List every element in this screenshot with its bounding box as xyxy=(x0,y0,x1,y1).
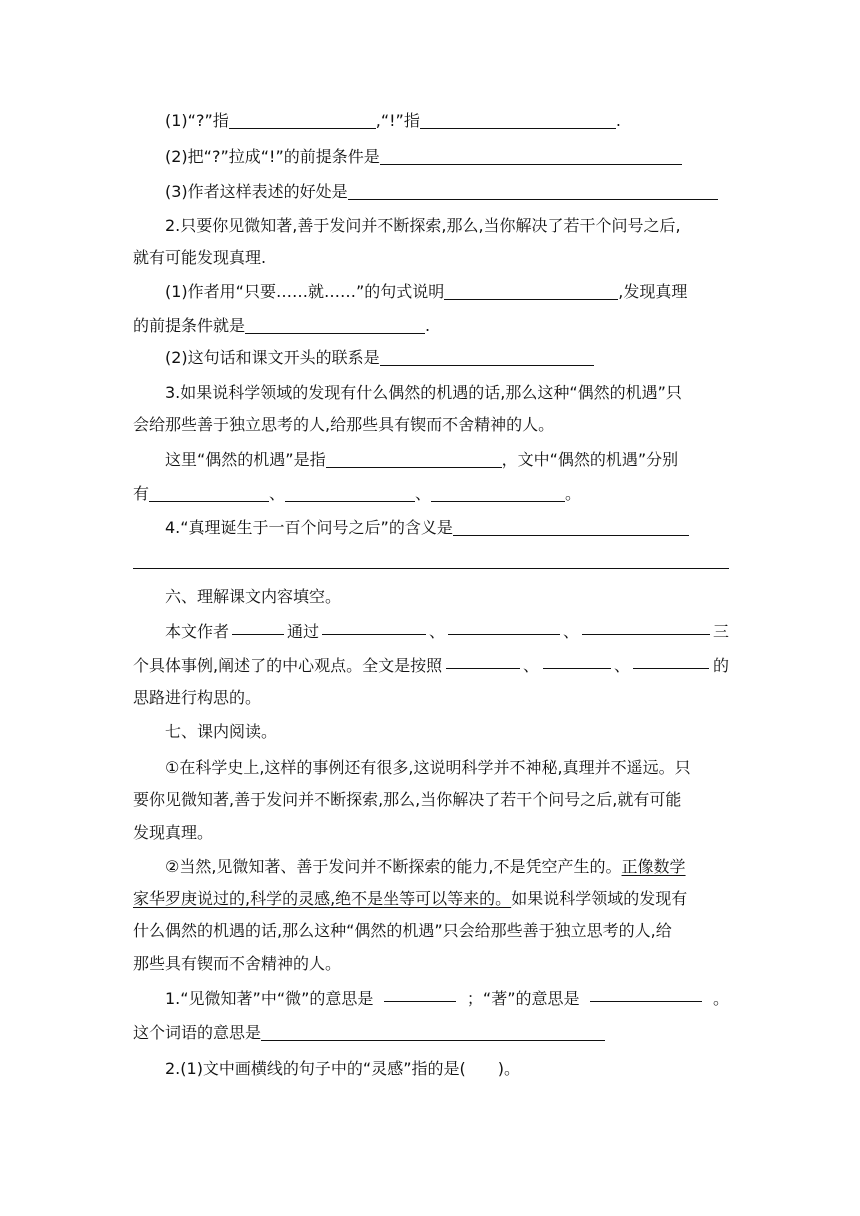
q7-para2-text: ②当然,见微知著、善于发问并不断探索的能力,不是凭空产生的。 xyxy=(165,857,622,876)
q6-line1 xyxy=(133,614,729,650)
q5-sub3-text: (3)作者这样表述的好处是 xyxy=(165,182,348,201)
q6-line3: 思路进行构思的。 xyxy=(133,688,262,707)
q7-para2-line3: 什么偶然的机遇的话,那么这种“偶然的机遇”只会给那些善于独立思考的人,给 xyxy=(133,921,672,940)
answer-blank[interactable] xyxy=(446,648,520,669)
q6-line2 xyxy=(133,648,729,684)
q7-item1-line2 xyxy=(133,1015,729,1051)
q7-heading: 七、课内阅读。 xyxy=(165,722,278,741)
answer-blank[interactable] xyxy=(543,648,611,669)
q6-text-e: 三 xyxy=(712,622,729,641)
answer-blank[interactable] xyxy=(431,481,565,502)
q5-item2-sub1-text-b: ,发现真理 xyxy=(618,282,688,301)
q7-para1-line2: 要你见微知著,善于发问并不断探索,那么,当你解决了若干个问号之后,就有可能 xyxy=(133,790,682,809)
q5-item4-text: 4.“真理诞生于一百个问号之后”的含义是 xyxy=(165,518,453,537)
q5-item3-text-a: 这里“偶然的机遇”是指 xyxy=(165,450,326,469)
answer-blank[interactable] xyxy=(149,481,269,502)
answer-blank[interactable] xyxy=(380,345,594,366)
q7-item2-line: 2.(1)文中画横线的句子中的“灵感”指的是( )。 xyxy=(165,1059,520,1078)
answer-blank[interactable] xyxy=(582,614,710,635)
q7-item1-line1 xyxy=(133,981,729,1017)
answer-blank[interactable] xyxy=(633,648,709,669)
underlined-sentence: 家华罗庚说过的,科学的灵感,绝不是坐等可以等来的。 xyxy=(133,889,512,908)
q5-item2-sub1-line2 xyxy=(133,308,729,344)
q6-text-g: 的 xyxy=(712,656,729,675)
q6-sep: 、 xyxy=(523,656,540,675)
answer-blank[interactable] xyxy=(590,981,702,1002)
q5-sub2-text: (2)把“?”拉成“!”的前提条件是 xyxy=(165,147,380,166)
underlined-sentence: 正像数学 xyxy=(621,857,686,876)
answer-blank[interactable] xyxy=(380,144,682,165)
q5-sub2-line xyxy=(133,139,729,175)
answer-blank[interactable] xyxy=(384,981,456,1002)
q6-sep: 、 xyxy=(613,656,630,675)
answer-blank[interactable] xyxy=(348,179,718,200)
q5-item2-sub1-text-a: (1)作者用“只要……就……”的句式说明 xyxy=(165,282,445,301)
answer-blank[interactable] xyxy=(444,279,618,300)
q7-item1-text-a: 1.“见微知著”中“微”的意思是 xyxy=(165,989,374,1008)
answer-blank[interactable] xyxy=(453,515,689,536)
q5-item3-line2: 会给那些善于独立思考的人,给那些具有锲而不舍精神的人。 xyxy=(133,415,555,434)
q5-sub3-line xyxy=(133,174,729,210)
q7-para2-text: 如果说科学领域的发现有 xyxy=(511,889,688,908)
q5-item2-line2: 就有可能发现真理. xyxy=(133,248,267,267)
q6-text-a: 本文作者 xyxy=(165,622,230,641)
q7-para1-line3: 发现真理。 xyxy=(133,823,214,842)
q5-item2-sub2-text: (2)这句话和课文开头的联系是 xyxy=(165,348,380,367)
q6-sep: 、 xyxy=(562,622,579,641)
answer-blank[interactable] xyxy=(245,313,425,334)
q5-item4-line xyxy=(133,510,729,546)
q5-item3-text-c: 有 xyxy=(133,484,150,503)
q7-para1-line1: ①在科学史上,这样的事例还有很多,这说明科学并不神秘,真理并不遥远。只 xyxy=(165,758,691,777)
q6-text-f: 个具体事例,阐述了的中心观点。全文是按照 xyxy=(133,656,443,675)
q7-item1-text-b: ；“著”的意思是 xyxy=(466,989,580,1008)
answer-blank[interactable] xyxy=(229,108,376,129)
q5-item2-sub1-text-d: . xyxy=(425,316,431,335)
q5-sub1-text-c: . xyxy=(615,111,621,130)
q7-para2-line4: 那些具有锲而不舍精神的人。 xyxy=(133,954,342,973)
q6-sep: 、 xyxy=(428,622,445,641)
q6-text-b: 通过 xyxy=(286,622,319,641)
answer-blank[interactable] xyxy=(285,481,415,502)
answer-blank[interactable] xyxy=(232,614,284,635)
q5-sub1-text-b: ,“!”指 xyxy=(375,111,420,130)
q5-item3-line3 xyxy=(133,442,729,478)
q5-sub1-text-a: (1)“?”指 xyxy=(165,111,229,130)
q7-para2-line1 xyxy=(133,849,729,885)
q5-item3-end: 。 xyxy=(565,484,582,503)
q5-item3-sep: 、 xyxy=(269,484,286,503)
q5-item3-line4 xyxy=(133,476,729,512)
answer-blank[interactable] xyxy=(420,108,616,129)
q5-item2-line1: 2.只要你见微知著,善于发问并不断探索,那么,当你解决了若干个问号之后, xyxy=(165,216,681,235)
answer-blank[interactable] xyxy=(322,614,426,635)
q5-item2-sub1-line1 xyxy=(133,274,729,310)
q5-item3-line1: 3.如果说科学领域的发现有什么偶然的机遇的话,那么这种“偶然的机遇”只 xyxy=(165,383,682,402)
q6-heading: 六、理解课文内容填空。 xyxy=(165,587,342,606)
answer-blank[interactable] xyxy=(448,614,560,635)
answer-blank[interactable] xyxy=(261,1020,605,1041)
answer-blank[interactable] xyxy=(326,447,502,468)
q5-item2-sub1-text-c: 的前提条件就是 xyxy=(133,316,246,335)
answer-blank-fullwidth[interactable] xyxy=(133,568,729,569)
q7-para2-line2 xyxy=(133,881,729,917)
q7-item1-end: 。 xyxy=(712,989,729,1008)
q7-item1-text-c: 这个词语的意思是 xyxy=(133,1023,262,1042)
q5-item3-sep: 、 xyxy=(415,484,432,503)
q5-item3-text-b: ，文中“偶然的机遇”分别 xyxy=(501,450,679,469)
q5-item2-sub2-line xyxy=(133,340,729,376)
q5-sub1-line xyxy=(133,103,729,139)
